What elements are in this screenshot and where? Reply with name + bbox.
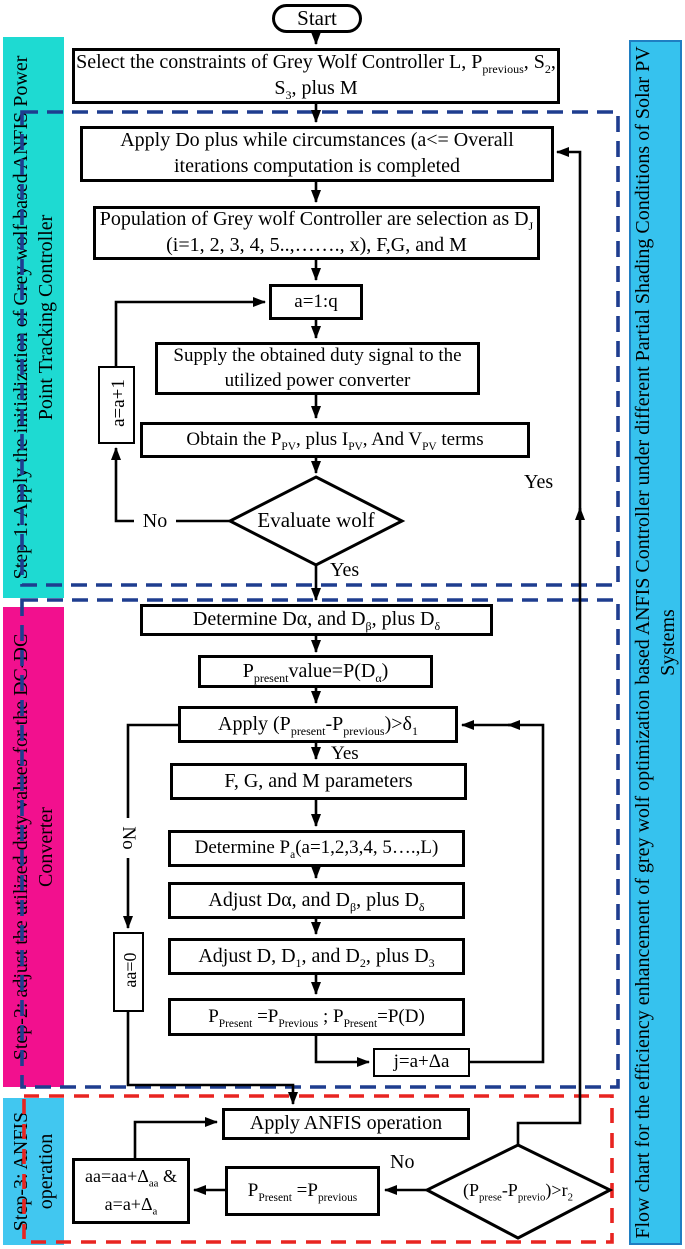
determine-pa-node: Determine $P_a(a=1,2,3,4$, 5….,L) [168, 830, 465, 867]
no-evaluate-label: No [134, 508, 176, 534]
obtain-ppv-node: Obtain the $P_{PV}$, plus $I_{PV}$, And $V_{PV}$ terms [140, 422, 530, 458]
apply-anfis-node: Apply ANFIS operation [222, 1108, 470, 1140]
adjust-d-node: Adjust D, $D_1$, and $D_2$, plus $D_3$ [168, 938, 465, 975]
r2-check-label: $(P_{prese}-P_{previo})>r_2$ [463, 1179, 573, 1204]
no-condition-label: No [118, 818, 138, 858]
j-update-node: j=a+Δa [373, 1048, 470, 1077]
step3-sidebar-label: Step-3: ANFIS operation [9, 1111, 57, 1232]
start-label: Start [297, 6, 337, 31]
step2-sidebar-label: Step-2: adjust the utilized duty values for the DC-DC Converter [9, 633, 57, 1061]
p-present-previous-node: $P_{Present} =P_{previous}$ [225, 1166, 380, 1216]
fgm-parameters-node: F, G, and M parameters [170, 763, 467, 800]
yes-evaluate-label: Yes [330, 559, 360, 581]
select-constraints-node: Select the constraints of Grey Wolf Controller L, $P_{previous}$, $S_2$, $S_3$, plus M [72, 48, 560, 104]
determine-greek-node: Determine Dα, and $D_\beta$, plus $D_\delta$ [140, 604, 493, 636]
yes-condition-label: Yes [331, 743, 359, 764]
apply-condition-node: Apply $(P_{present}-P_{previous})>\delta_1$ [178, 706, 458, 743]
evaluate-wolf-label: Evaluate wolf [257, 507, 375, 532]
no-r2-label: No [390, 1151, 415, 1173]
yes-feedback-label: Yes [524, 471, 554, 493]
p-present-value-node: $P_{present}value=P(D_\alpha)$ [198, 655, 433, 688]
title-sidebar-label: Flow chart for the efficiency enhancement of grey wolf optimization based ANFIS Controller under different Partial Shading Conditions of Solar PV Systems [631, 46, 679, 1239]
step1-sidebar-label: Step-1: Apply the initialization of Grey wolf based ANFIS Power Point Tracking Controller [9, 55, 57, 580]
population-selection-node: Population of Grey wolf Controller are selection as $D_J$ (i=1, 2, 3, 4, 5..,……., x), F,G, and M [93, 206, 540, 260]
a-increment-node: a=a+1 [98, 366, 135, 444]
supply-duty-signal-node: Supply the obtained duty signal to the utilized power converter [155, 342, 480, 395]
start-node [272, 4, 362, 33]
aa-zero-node: aa=0 [113, 932, 144, 1012]
p-assign-node: $P_{Present} =P_{Previous}$ ; $P_{Present}=P(D)$ [168, 998, 465, 1036]
apply-do-while-node: Apply Do plus while circumstances (a<= Overall iterations computation is completed [80, 126, 554, 182]
aa-update-node: $aa=aa+\Delta_{aa}$ & $a=a+\Delta_a$ [72, 1158, 190, 1224]
a-1q-node: a=1:q [269, 284, 363, 320]
adjust-greek-node: Adjust Dα, and $D_\beta$, plus $D_\delta$ [168, 882, 465, 919]
